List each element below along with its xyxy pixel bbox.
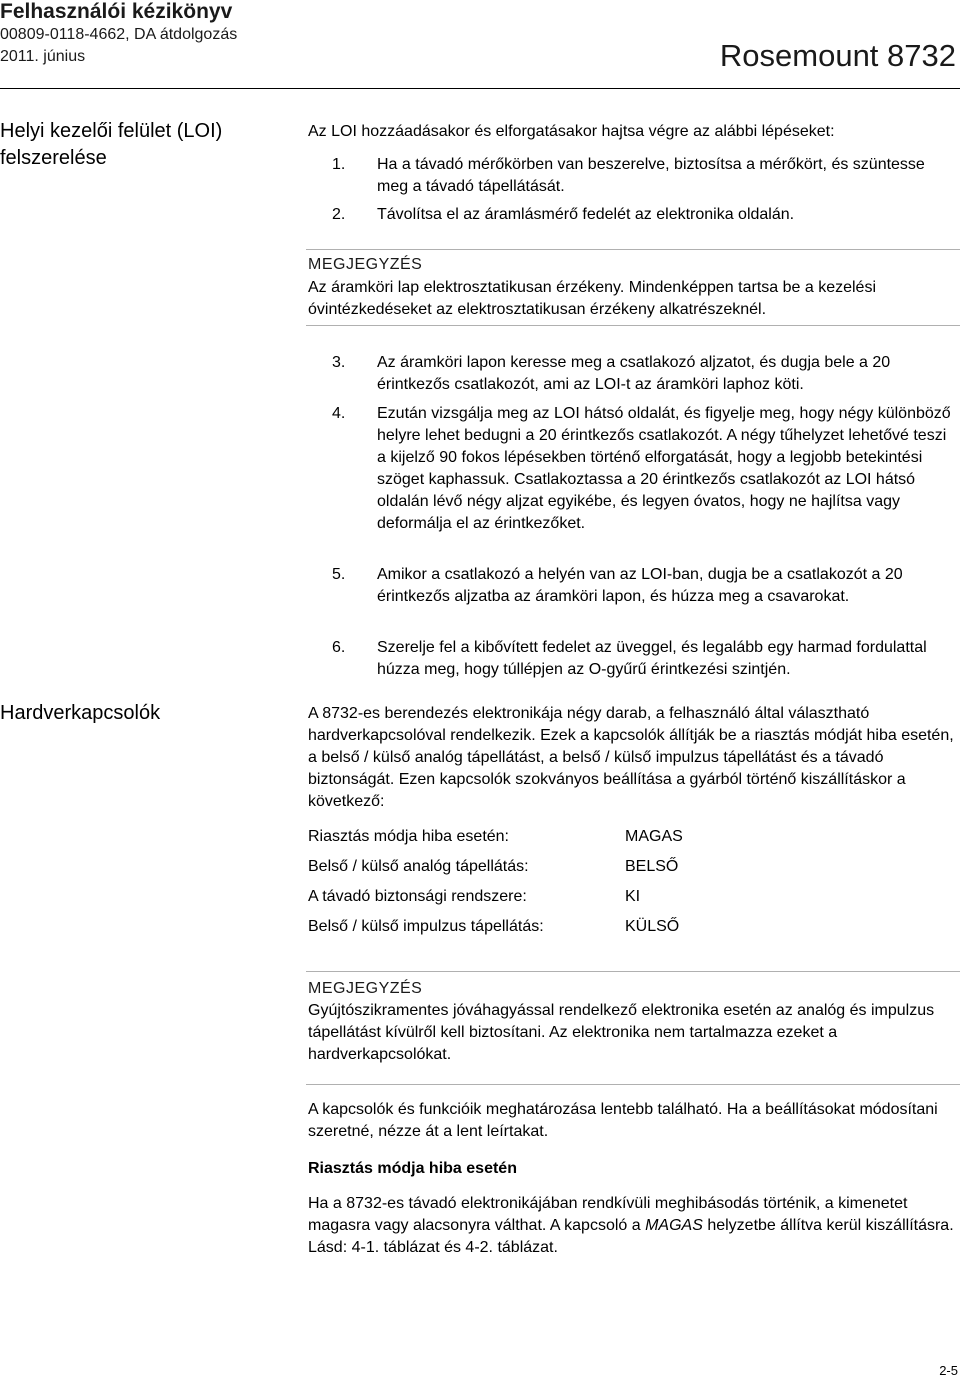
- subheading-alarm-mode: Riasztás módja hiba esetén: [308, 1160, 517, 1177]
- note-rule-top: [306, 249, 960, 250]
- note-text: Gyújtószikramentes jóváhagyással rendelkező elektronika esetén az analóg és impulzus tápellátást kívülről kell biztosítani. Az elektronika nem tartalmazza ezeket a hardverkapcsolókat.: [308, 1002, 935, 1063]
- step-number: 4.: [332, 405, 346, 422]
- section-heading-loi-line1: Helyi kezelői felület (LOI): [0, 120, 223, 142]
- document-number: 00809-0118-4662, DA átdolgozás: [0, 26, 238, 43]
- alarm-mode-text-part2: helyzetbe állítva kerül kiszállításra. Lásd: 4-1. táblázat és 4-2. táblázat.: [308, 1217, 954, 1256]
- document-date: 2011. június: [0, 48, 86, 65]
- note-title: MEGJEGYZÉS: [308, 980, 423, 997]
- step-text: Távolítsa el az áramlásmérő fedelét az elektronika oldalán.: [377, 206, 795, 223]
- alarm-mode-text-italic: MAGAS: [645, 1217, 703, 1234]
- section-heading-loi: [0, 118, 290, 172]
- setting-value: BELSŐ: [625, 858, 679, 875]
- step-text: Ha a távadó mérőkörben van beszerelve, biztosítsa a mérőkört, és szüntesse meg a távadó tápellátását.: [377, 156, 925, 195]
- note-rule-bottom: [306, 325, 960, 326]
- step-text: Ezután vizsgálja meg az LOI hátsó oldalát, és figyelje meg, hogy négy különböző helyre lehet bedugni a 20 érintkezős csatlakozót. A négy tűhelyzet lehetővé teszi a kijelző 90 fokos lépésekben történő elforgatását, hogy a legjobb betekintési szöget kaphassuk. Csatlakoztassa a 20 érintkezős csatlakozót az LOI hátsó oldalán lévő négy aljzat egyikébe, és legyen óvatos, hogy ne hajlítsa vagy deformálja el az érintkezőket.: [377, 405, 951, 532]
- section-heading-hardware-switches: Hardverkapcsolók: [0, 702, 161, 724]
- hardware-intro: A 8732-es berendezés elektronikája négy darab, a felhasználó által választható hardverkapcsolóval rendelkezik. Ezek a kapcsolók állítják be a riasztás módját hiba esetén, a belső / külső analóg tápellátást, a belső / külső impulzus tápellátást és a távadó biztonságát. Ezen kapcsolók szokványos beállítása a gyárból történő kiszállításkor a következő:: [308, 705, 954, 810]
- step-number: 3.: [332, 354, 346, 371]
- list-item: [332, 154, 958, 198]
- step-number: 6.: [332, 639, 346, 656]
- note-rule-bottom: [306, 1084, 960, 1085]
- note-rule-top: [306, 971, 960, 972]
- page-number: 2-5: [939, 1363, 958, 1378]
- alarm-mode-text-part1: Ha a 8732-es távadó elektronikájában rendkívüli meghibásodás történik, a kimenetet magasra vagy alacsonyra válthat. A kapcsoló a: [308, 1195, 908, 1234]
- product-name: Rosemount 8732: [719, 38, 956, 73]
- setting-label: A távadó biztonsági rendszere:: [308, 888, 527, 905]
- setting-label: Belső / külső impulzus tápellátás:: [308, 918, 544, 935]
- header-rule: [0, 88, 960, 89]
- step-number: 5.: [332, 566, 346, 583]
- list-item: [332, 352, 958, 396]
- step-number: 1.: [332, 156, 346, 173]
- loi-intro: Az LOI hozzáadásakor és elforgatásakor hajtsa végre az alábbi lépéseket:: [308, 123, 835, 140]
- setting-label: Riasztás módja hiba esetén:: [308, 828, 509, 845]
- list-item: [332, 564, 958, 608]
- list-item: [332, 204, 958, 226]
- step-text: Szerelje fel a kibővített fedelet az üveggel, és legalább egy harmad fordulattal húzza meg, hogy túllépjen az O-gyűrű érintkezési szintjén.: [377, 639, 927, 678]
- setting-value: KI: [625, 888, 641, 905]
- list-item: [332, 403, 958, 535]
- alarm-mode-text: [308, 1193, 958, 1259]
- step-number: 2.: [332, 206, 346, 223]
- setting-value: MAGAS: [625, 828, 683, 845]
- section-heading-loi-line2: felszerelése: [0, 147, 107, 169]
- step-text: Az áramköri lapon keresse meg a csatlakozó aljzatot, és dugja bele a 20 érintkezős csatlakozót, ami az LOI-t az áramköri laphoz köti.: [377, 354, 891, 393]
- step-text: Amikor a csatlakozó a helyén van az LOI-ban, dugja be a csatlakozót a 20 érintkezős aljzatba az áramköri lapon, és húzza meg a csavarokat.: [377, 566, 903, 605]
- manual-title: Felhasználói kézikönyv: [0, 0, 233, 23]
- setting-label: Belső / külső analóg tápellátás:: [308, 858, 529, 875]
- switches-description: A kapcsolók és funkcióik meghatározása lentebb található. Ha a beállításokat módosítani szeretné, nézze át a lent leírtakat.: [308, 1101, 938, 1140]
- setting-value: KÜLSŐ: [625, 918, 680, 935]
- list-item: [332, 637, 958, 681]
- note-text: Az áramköri lap elektrosztatikusan érzékeny. Mindenképpen tartsa be a kezelési óvintézkedéseket az elektrosztatikusan érzékeny alkatrészeknél.: [308, 279, 876, 318]
- note-title: MEGJEGYZÉS: [308, 256, 423, 273]
